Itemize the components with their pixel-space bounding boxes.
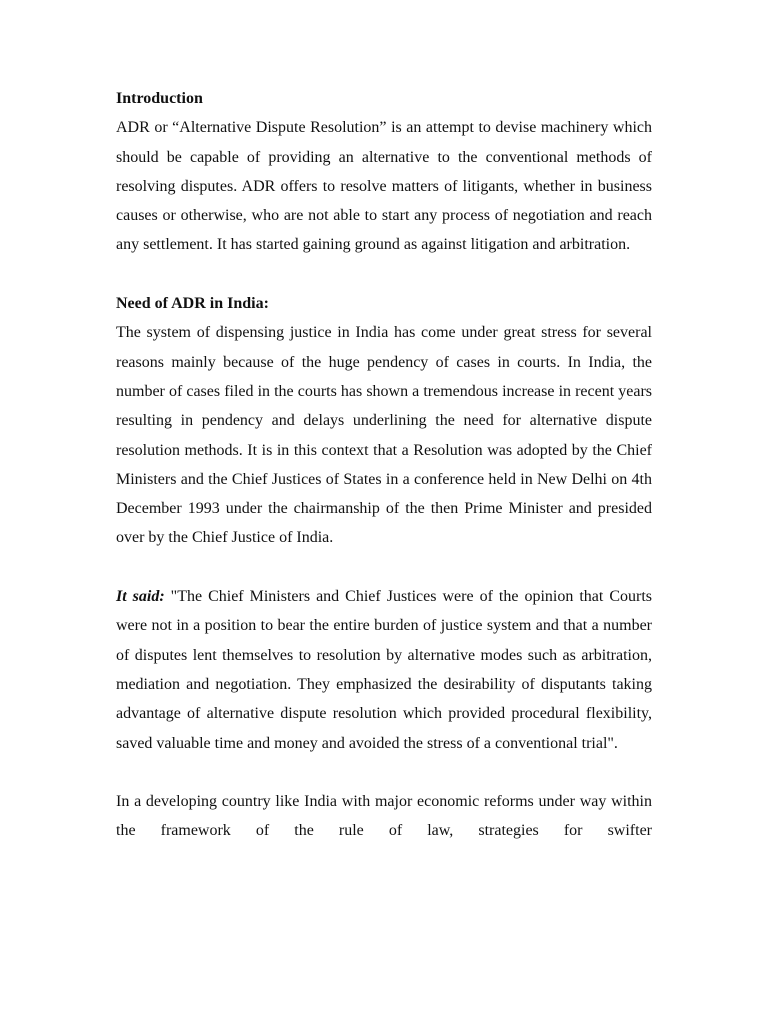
need-of-adr-heading: Need of ADR in India: <box>116 295 269 313</box>
document-page <box>116 84 652 846</box>
quote-paragraph <box>116 582 652 758</box>
need-of-adr-paragraph: The system of dispensing justice in India has come under great stress for several reasons mainly because of the huge pendency of cases in courts. In India, the number of cases filed in the courts has shown a tremendous increase in recent years resulting in pendency and delays underlining the need for alternative dispute resolution methods. It is in this context that a Resolution was adopted by the Chief Ministers and the Chief Justices of States in a conference held in New Delhi on 4th December 1993 under the chairmanship of the then Prime Minister and presided over by the Chief Justice of India. <box>116 324 652 547</box>
quote-lead-in: It said: <box>116 588 165 606</box>
quote-text: "The Chief Ministers and Chief Justices were of the opinion that Courts were not in a position to bear the entire burden of justice system and that a number of disputes lent themselves to resolution by alternative modes such as arbitration, mediation and negotiation. They emphasized the desirability of disputants taking advantage of alternative dispute resolution which provided procedural flexibility, saved valuable time and money and avoided the stress of a conventional trial". <box>116 588 652 752</box>
paragraph-spacer <box>116 758 652 787</box>
paragraph-spacer <box>116 260 652 289</box>
introduction-paragraph: ADR or “Alternative Dispute Resolution” is an attempt to devise machinery which should be capable of providing an alternative to the conventional methods of resolving disputes. ADR offers to resolve matters of litigants, whether in business causes or otherwise, who are not able to start any process of negotiation and reach any settlement. It has started gaining ground as against litigation and arbitration. <box>116 119 652 254</box>
introduction-heading: Introduction <box>116 90 203 107</box>
closing-paragraph: In a developing country like India with major economic reforms under way within the framework of the rule of law, strategies for swifter <box>116 793 652 840</box>
paragraph-spacer <box>116 553 652 582</box>
